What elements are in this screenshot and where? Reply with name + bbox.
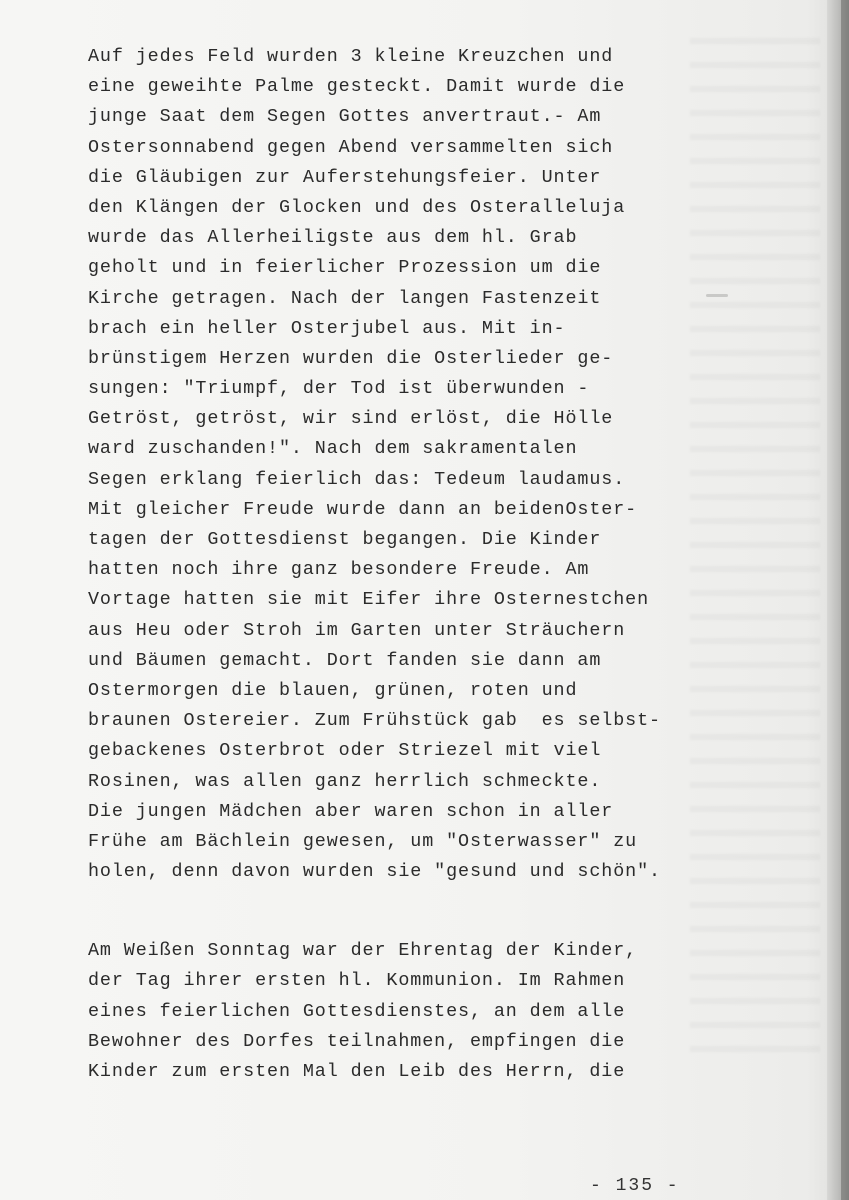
text-line: tagen der Gottesdienst begangen. Die Kinder: [88, 529, 602, 550]
text-line: Am Weißen Sonntag war der Ehrentag der Kinder,: [88, 940, 638, 962]
text-line: hatten noch ihre ganz besondere Freude. Am: [88, 559, 590, 581]
text-line: Rosinen, was allen ganz herrlich schmeckte.: [88, 770, 602, 792]
page-number: - 135 -: [590, 1176, 680, 1196]
paragraph-gap: [88, 887, 708, 936]
text-line: eines feierlichen Gottesdienstes, an dem alle: [88, 1000, 626, 1022]
text-line: Vortage hatten sie mit Eifer ihre Osternestchen: [88, 589, 650, 611]
text-line: brünstigem Herzen wurden die Osterlieder ge-: [88, 347, 614, 369]
paragraph-easter: [88, 42, 708, 887]
text-line: ward zuschanden!". Nach dem sakramentalen: [88, 438, 578, 460]
text-line: Ostermorgen die blauen, grünen, roten und: [88, 679, 578, 701]
text-line: Frühe am Bächlein gewesen, um "Osterwasser" zu: [88, 830, 638, 852]
text-line: sungen: "Triumpf, der Tod ist überwunden -: [88, 378, 590, 400]
text-line: brach ein heller Osterjubel aus. Mit in-: [88, 317, 566, 339]
show-through-text: [690, 20, 820, 1060]
text-line: Kinder zum ersten Mal den Leib des Herrn, die: [88, 1061, 626, 1082]
text-line: braunen Ostereier. Zum Frühstück gab es selbst-: [88, 710, 661, 732]
typed-text-body: [88, 42, 708, 1087]
text-line: eine geweihte Palme gesteckt. Damit wurde die: [88, 76, 626, 98]
text-line: Ostersonnabend gegen Abend versammelten sich: [88, 136, 614, 158]
paper-smudge: [706, 294, 728, 297]
text-line: die Gläubigen zur Auferstehungsfeier. Unter: [88, 166, 602, 188]
text-line: Die jungen Mädchen aber waren schon in aller: [88, 800, 614, 822]
text-line: gebackenes Osterbrot oder Striezel mit viel: [88, 740, 602, 762]
text-line: der Tag ihrer ersten hl. Kommunion. Im Rahmen: [88, 970, 626, 992]
text-line: holen, denn davon wurden sie "gesund und schön".: [88, 861, 661, 883]
text-line: Mit gleicher Freude wurde dann an beidenOster-: [88, 498, 638, 520]
text-line: geholt und in feierlicher Prozession um die: [88, 257, 602, 279]
text-line: Getröst, getröst, wir sind erlöst, die Hölle: [88, 408, 614, 430]
text-line: wurde das Allerheiligste aus dem hl. Grab: [88, 227, 578, 249]
paragraph-white-sunday: [88, 936, 708, 1087]
text-line: junge Saat dem Segen Gottes anvertraut.- Am: [88, 106, 602, 128]
text-line: Kirche getragen. Nach der langen Fastenzeit: [88, 287, 602, 309]
text-line: Bewohner des Dorfes teilnahmen, empfingen die: [88, 1030, 626, 1052]
text-line: Auf jedes Feld wurden 3 kleine Kreuzchen und: [88, 46, 614, 67]
text-line: Segen erklang feierlich das: Tedeum laudamus.: [88, 468, 626, 490]
text-line: den Klängen der Glocken und des Osteralleluja: [88, 196, 626, 218]
page-edge-dark: [841, 0, 849, 1200]
text-line: und Bäumen gemacht. Dort fanden sie dann am: [88, 649, 602, 671]
text-line: aus Heu oder Stroh im Garten unter Sträuchern: [88, 619, 626, 641]
